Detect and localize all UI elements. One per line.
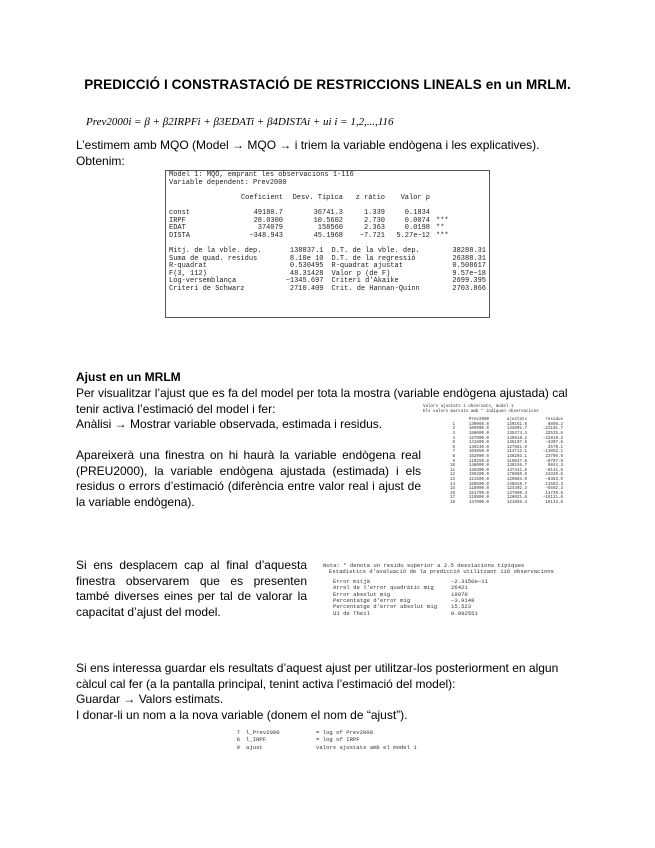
ajust-paragraph-4: Si ens interessa guardar els resultats d’aquest ajust per utilitzar-los posteriorment en algun càlcul cal fer (a la pantalla principal, tenint activa l’estimació del model): Guardar → Valors estimats. I donar-li un nom a la nova variable (donem el nom de “ajust”). [76, 661, 559, 722]
fit-cell: 151700.0 [468, 491, 489, 496]
forecast-stat-label: Percentatge d'error absolut mig [333, 603, 438, 611]
fit-cell: 118900.0 [468, 487, 489, 492]
fit-cell: 170860.5 [506, 473, 527, 478]
fit-cell: 139060.0 [468, 422, 489, 427]
fit-cell: 11583.3 [545, 482, 563, 487]
variable-description: = log of IRPF [316, 736, 360, 744]
fit-cell: 10 [449, 464, 455, 469]
fit-cell: 121856.4 [506, 500, 527, 505]
fit-cell: 126021.6 [506, 496, 527, 501]
intro-paragraph [76, 138, 580, 169]
fit-cell: 195200.0 [468, 473, 489, 478]
fit-cell: 148916.7 [506, 482, 527, 487]
fit-cell: 1 [452, 422, 455, 427]
forecast-stat-row [323, 611, 579, 617]
fit-cell: 12 [449, 473, 455, 478]
fit-cell: 137000.0 [468, 500, 489, 505]
variable-id: 8 [236, 736, 240, 744]
fit-cell: 17 [449, 496, 455, 501]
fit-cell: 135474.4 [506, 431, 527, 436]
fit-cell: 4 [452, 436, 455, 441]
fit-cell: 168000.0 [468, 431, 489, 436]
fitted-values-screenshot: Valors ajustats i observats, model 1 Els valors marcats amb * indiquen observacions Prev2000 ajustats residus 1 139060.0 130161.8 8898.2 2 109900.0 132001.7 −22101.7 3 168000.0 135474.4 32525.6 4 127000.0 149818.2 −22818.2 5 141800.0 146107.6 −4307.6 6 130240.0 127661.9 2578.1 7 103650.0 114712.1 −11062.1 8 162000.0 138203.1 23796.9 9 110250.0 119047.8 −8797.8 10 146000.0 136155.7 9844.3 11 128300.0 137441.6 −9141.6 12 195200.0 170860.5 24339.5 13 121500.0 129883.0 −8383.0 14 160500.0 148916.7 11583.3 15 118900.0 124402.3 −5502.3 16 151700.0 137960.4 13739.6 17 110900.0 126021.6 −15121.6 18 137000.0 121856.4 15143.6 [423, 405, 578, 495]
fit-cell: 110900.0 [468, 496, 489, 501]
fit-cell: −15121.6 [542, 496, 563, 501]
fit-cell: 130161.8 [506, 422, 527, 427]
fit-cell: 23796.9 [545, 454, 563, 459]
fit-cell: 137960.4 [506, 491, 527, 496]
fit-cell: −4307.6 [545, 441, 563, 446]
ajust-paragraph-3: Si ens desplacem cap al final d’aquesta finestra observarem que es presenten també diverses eines per tal de valorar la capacitat d’ajust del model. [76, 558, 307, 619]
fit-table-body [423, 423, 578, 506]
variable-id: 9 [236, 743, 240, 751]
fit-cell: 128300.0 [468, 468, 489, 473]
fit-cell: 162000.0 [468, 454, 489, 459]
fit-cell: −5502.3 [545, 487, 563, 492]
fit-cell: 32525.6 [545, 431, 563, 436]
fit-cell: 129883.0 [506, 477, 527, 482]
forecast-stats-screenshot: Nota: * denota un residu superior a 2.5 desviacions típiques Estadístics d'avaluació de la predicció utilitzant 116 observacions Error mitjà −2.3150e−11 Arrel de l'error quadràtic mig 26421 Error absolut mig 19970 Percentatge d'error mig −3.9148 Percentatge d'error absolut mig 15.523 U1 de Theil 0.092551 [323, 563, 579, 631]
forecast-stat-value: −3.9148 [451, 596, 475, 604]
fit-cell: 5 [452, 441, 455, 446]
variable-row[interactable] [226, 729, 426, 736]
coef-row: EDAT 374079 158560 2.363 0.0198 ** [169, 224, 445, 233]
stats-row: Log-versemblança −1345.697 Criteri d'Akaike 2699.395 [169, 277, 486, 286]
fit-cell: 119047.8 [506, 459, 527, 464]
variable-row[interactable] [226, 736, 426, 743]
ajust-paragraph-2: Apareixerà una finestra on hi haurà la variable endògena real (PREU2000), la variable endògena ajustada (estimada) i els residus o errors d’estimació (diferència entre valor real i ajust de la variable endògena). [76, 448, 421, 509]
fit-cell: 114712.1 [506, 450, 527, 455]
stats-row: F(3, 112) 48.31428 Valor p (de F) 9.57e−18 [169, 269, 486, 278]
intro-line: Obtenim: [76, 153, 125, 168]
fit-cell: 24339.5 [545, 473, 563, 478]
page-title: PREDICCIÓ I CONSTRASTACIÓ DE RESTRICCIONS LINEALS en un MRLM. [84, 77, 571, 92]
forecast-stat-value: −2.3150e−11 [451, 577, 488, 585]
forecast-stat-label: Percentatge d'error mig [333, 596, 411, 604]
fit-cell: 9844.3 [547, 464, 563, 469]
fit-cell: 8898.2 [547, 422, 563, 427]
fit-cell: 3 [452, 431, 455, 436]
model-dependent-var: Variable dependent: Prev2000 [169, 178, 287, 187]
fit-cell: 13739.6 [545, 491, 563, 496]
fit-cell: 13 [449, 477, 455, 482]
fit-cell: 11 [449, 468, 455, 473]
ajust-paragraph-1: Per visualitzar l’ajust que es fa del model per tota la mostra (variable endògena ajustada) cal tenir activa l’estimació del model i fer: Anàlisi → Mostrar variable observada, estimada i residus. [76, 386, 568, 431]
fit-cell: 146000.0 [468, 464, 489, 469]
variables-list-screenshot [226, 729, 426, 755]
fit-cell: 149818.2 [506, 436, 527, 441]
fit-cell: 2578.1 [547, 445, 563, 450]
fit-cell: 14 [449, 482, 455, 487]
forecast-stat-value: 0.092551 [451, 609, 478, 617]
model-header: Model 1: MQO, emprant les observacions 1-116 [169, 171, 354, 179]
section-heading: Ajust en un MRLM [76, 370, 181, 384]
fit-cell: 132001.7 [506, 427, 527, 432]
variables-list [226, 729, 426, 751]
fit-cell: 7 [452, 450, 455, 455]
forecast-stat-label: Error absolut mig [333, 590, 391, 598]
fit-cell: 15 [449, 487, 455, 492]
fit-cell: −22818.2 [542, 436, 563, 441]
stats-row: R-quadrat 0.530495 R-quadrat ajustat 0.508617 [169, 262, 486, 271]
fit-cell: 16 [449, 491, 455, 496]
fit-cell: 136155.7 [506, 464, 527, 469]
fit-cell: 124402.3 [506, 487, 527, 492]
fit-cell: −8383.0 [545, 477, 563, 482]
coef-row: DISTA −348.943 45.1968 −7.721 5.27e−12 *** [169, 231, 449, 240]
regression-equation: Prev2000i = β + β2IRPFi + β3EDATi + β4DISTAi + ui i = 1,2,...,116 [86, 116, 394, 128]
fit-cell: 121500.0 [468, 477, 489, 482]
forecast-stat-label: Error mitjà [333, 577, 370, 585]
fit-cell: −9141.6 [545, 468, 563, 473]
model-output-screenshot [165, 170, 490, 318]
fit-cell: 160500.0 [468, 482, 489, 487]
fit-cell: 15143.6 [545, 500, 563, 505]
fit-cell: 130240.0 [468, 445, 489, 450]
forecast-stat-label: U1 de Theil [333, 609, 370, 617]
fit-cell: 138203.1 [506, 454, 527, 459]
fit-cell: 127000.0 [468, 436, 489, 441]
stats-row: Mitj. de la vble. dep. 138837.1 D.T. de la vble. dep. 38288.31 [169, 246, 486, 255]
fit-cell: 103650.0 [468, 450, 489, 455]
fit-cell: 146107.6 [506, 441, 527, 446]
variable-id: 7 [236, 729, 240, 736]
stats-row: Suma de quad. residus 8.10e 10 D.T. de la regressió 26388.31 [169, 254, 486, 263]
coef-table-header: Coeficient Desv. Típica z ràtio Valor p [240, 193, 430, 202]
forecast-stat-value: 26421 [451, 584, 468, 592]
intro-line: L’estimem amb MQO (Model → MQO → i triem la variable endògena i les explicatives). [76, 138, 540, 152]
fit-cell: 9 [452, 459, 455, 464]
fit-cell: 127661.9 [506, 445, 527, 450]
fit-cell: −8797.8 [545, 459, 563, 464]
forecast-stat-value: 15.523 [451, 603, 472, 611]
variable-row[interactable] [226, 744, 426, 751]
variable-description: valors ajustats amb el model 1 [316, 743, 417, 751]
variable-name: l_IRPF [246, 736, 267, 744]
coef-row: IRPF 28.0300 10.5602 2.730 0.0074 *** [169, 216, 449, 225]
forecast-stats-list [323, 579, 579, 617]
fit-cell: −11062.1 [542, 450, 563, 455]
fit-cell: 6 [452, 445, 455, 450]
variable-name: l_Prev2000 [246, 729, 280, 736]
fit-cell: 2 [452, 427, 455, 432]
stats-row: Criteri de Schwarz 2710.409 Crit. de Hannan-Quinn 2703.866 [169, 284, 486, 293]
forecast-stat-label: Arrel de l'error quadràtic mig [333, 584, 434, 592]
fit-cell: 18 [449, 500, 455, 505]
variable-description: = log of Prev2000 [316, 729, 374, 736]
fit-cell: 141800.0 [468, 441, 489, 446]
fit-cell: 8 [452, 454, 455, 459]
variable-name: ajust [246, 743, 263, 751]
forecast-stat-value: 19970 [451, 590, 468, 598]
fit-cell: −22101.7 [542, 427, 563, 432]
fit-table-row [423, 501, 578, 506]
fit-cell: 110250.0 [468, 459, 489, 464]
fit-cell: 137441.6 [506, 468, 527, 473]
fit-table-header: Prev2000 ajustats residus [468, 418, 563, 423]
fit-cell: 109900.0 [468, 427, 489, 432]
coef-row: const 49180.7 36741.3 1.339 0.1834 [169, 208, 430, 217]
